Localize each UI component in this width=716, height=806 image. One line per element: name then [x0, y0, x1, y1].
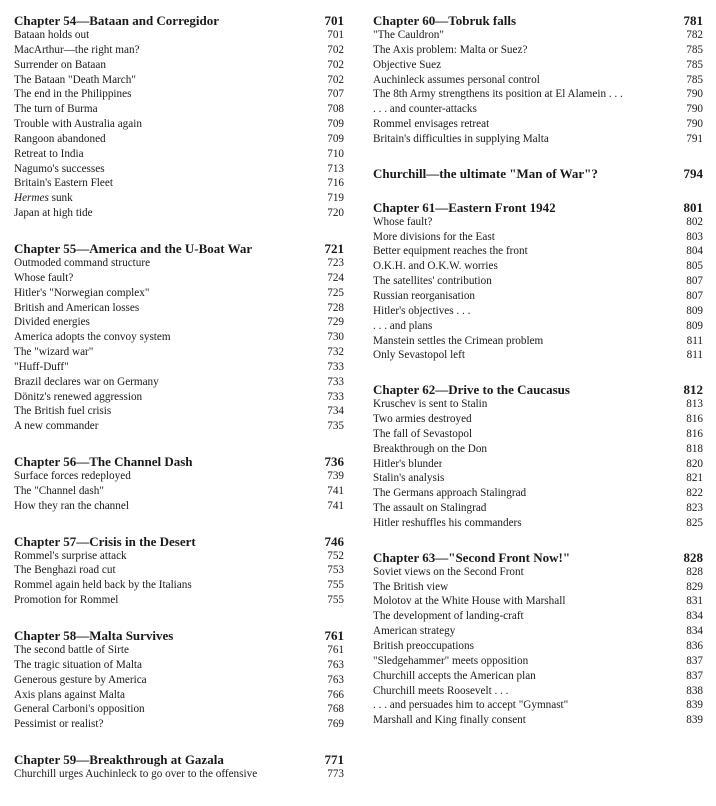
toc-entry[interactable] [14, 717, 344, 732]
toc-entry[interactable] [14, 767, 344, 782]
entry-page-number: 837 [686, 654, 703, 667]
entry-page-number: 733 [327, 390, 344, 403]
entry-title: America adopts the convoy system [14, 331, 171, 344]
entry-page-number: 734 [327, 405, 344, 418]
toc-entry[interactable] [373, 713, 703, 728]
toc-entry[interactable] [14, 271, 344, 286]
entry-title: Japan at high tide [14, 207, 93, 220]
chapter-title: Chapter 55—America and the U-Boat War [14, 240, 253, 256]
entry-page-number: 839 [686, 699, 703, 712]
entry-title: Bataan holds out [14, 29, 90, 41]
chapter-title: Chapter 62—Drive to the Caucasus [373, 382, 570, 398]
entry-page-number: 769 [327, 718, 344, 731]
entry-title: The satellites' contribution [373, 275, 492, 288]
entry-page-number: 838 [686, 684, 703, 697]
entry-title: Churchill urges Auchinleck to go over to the offensive [14, 768, 258, 781]
toc-entry[interactable] [14, 673, 344, 688]
entry-page-number: 829 [686, 580, 703, 593]
toc-entry[interactable] [373, 442, 703, 457]
entry-page-number: 702 [327, 73, 344, 86]
entry-page-number: 836 [686, 640, 703, 652]
chapter-title: Chapter 57—Crisis in the Desert [14, 533, 196, 549]
entry-title: Trouble with Australia again [14, 118, 142, 131]
entry-page-number: 728 [327, 301, 344, 314]
entry-page-number: 716 [327, 177, 344, 190]
entry-title: Whose fault? [14, 271, 74, 284]
toc-entry[interactable] [14, 702, 344, 717]
toc-entry[interactable] [373, 471, 703, 486]
entry-title: Churchill accepts the American plan [373, 669, 536, 682]
chapter-heading[interactable] [14, 13, 344, 28]
toc-entry[interactable] [14, 330, 344, 345]
entry-title: The assault on Stalingrad [373, 502, 487, 515]
entry-title: More divisions for the East [373, 230, 495, 243]
chapter-page-number: 721 [324, 240, 344, 256]
entry-page-number: 782 [686, 29, 703, 41]
toc-entry[interactable] [373, 304, 703, 319]
toc-entry[interactable] [14, 593, 344, 608]
entry-title: Retreat to India [14, 147, 84, 160]
entry-title: . . . and counter-attacks [373, 103, 477, 116]
entry-page-number: 809 [686, 319, 703, 332]
toc-entry[interactable] [373, 457, 703, 472]
toc-entry[interactable] [14, 117, 344, 132]
entry-page-number: 807 [686, 289, 703, 302]
entry-title: Surface forces redeployed [14, 470, 131, 483]
entry-title: Objective Suez [373, 58, 442, 71]
chapter-section [373, 200, 703, 363]
entry-page-number: 753 [327, 564, 344, 577]
entry-title: Hitler's objectives . . . [373, 304, 471, 317]
entry-page-number: 802 [686, 215, 703, 228]
chapter-heading[interactable] [14, 454, 344, 469]
toc-entry[interactable] [373, 28, 703, 43]
chapter-heading[interactable] [14, 534, 344, 549]
entry-title: Whose fault? [373, 215, 433, 228]
toc-entry[interactable] [373, 698, 703, 713]
entry-title: The development of landing-craft [373, 610, 524, 623]
toc-entry[interactable] [373, 412, 703, 427]
entry-page-number: 811 [686, 349, 703, 362]
toc-entry[interactable] [14, 390, 344, 405]
chapter-title: Chapter 54—Bataan and Corregidor [14, 13, 219, 28]
entry-page-number: 741 [327, 484, 344, 497]
entry-page-number: 790 [686, 88, 703, 101]
entry-title: The Benghazi road cut [14, 564, 116, 577]
entry-page-number: 773 [327, 768, 344, 781]
entry-title: A new commander [14, 420, 99, 433]
chapter-section [14, 454, 344, 514]
toc-entry[interactable] [14, 375, 344, 390]
entry-page-number: 755 [327, 594, 344, 607]
chapter-heading[interactable] [14, 752, 344, 767]
entry-page-number: 768 [327, 703, 344, 716]
entry-page-number: 823 [686, 502, 703, 515]
toc-entry[interactable] [373, 289, 703, 304]
toc-entry[interactable] [14, 256, 344, 271]
toc-entry[interactable] [14, 578, 344, 593]
toc-entry[interactable] [373, 73, 703, 88]
entry-title: The Axis problem: Malta or Suez? [373, 43, 528, 56]
entry-title: The Germans approach Stalingrad [373, 487, 527, 500]
entry-title: Britain's Eastern Fleet [14, 177, 113, 190]
chapter-page-number: 736 [324, 454, 344, 470]
toc-column-left [14, 13, 344, 782]
entry-page-number: 825 [686, 516, 703, 529]
entry-title: American strategy [373, 625, 456, 638]
entry-page-number: 803 [686, 230, 703, 243]
chapter-section [373, 166, 703, 181]
toc-entry[interactable] [14, 147, 344, 162]
toc-entry[interactable] [373, 654, 703, 669]
toc-entry[interactable] [14, 469, 344, 484]
entry-page-number: 708 [327, 103, 344, 116]
entry-title: . . . and plans [373, 319, 433, 332]
toc-entry[interactable] [373, 117, 703, 132]
chapter-section [14, 13, 344, 221]
chapter-page-number: 771 [324, 752, 344, 768]
entry-title: Rommel again held back by the Italians [14, 579, 192, 592]
toc-entry[interactable] [14, 315, 344, 330]
chapter-section [14, 534, 344, 608]
entry-page-number: 709 [327, 118, 344, 131]
chapter-page-number: 781 [683, 13, 703, 28]
entry-title: The "Channel dash" [14, 484, 104, 497]
entry-page-number: 837 [686, 669, 703, 682]
toc-entry[interactable] [373, 594, 703, 609]
toc-entry[interactable] [373, 639, 703, 654]
entry-title: . . . and persuades him to accept "Gymnast" [373, 699, 569, 712]
entry-title-italic: Hermes [14, 192, 49, 205]
entry-title: The end in the Philippines [14, 88, 132, 101]
toc-entry[interactable] [373, 43, 703, 58]
entry-page-number: 785 [686, 73, 703, 86]
entry-title: Only Sevastopol left [373, 349, 465, 362]
chapter-heading[interactable] [373, 13, 703, 28]
entry-page-number: 701 [327, 29, 344, 41]
entry-title: Promotion for Rommel [14, 594, 119, 607]
entry-title: The 8th Army strengthens its position at El Alamein . . . [373, 88, 623, 101]
entry-page-number: 713 [327, 162, 344, 175]
chapter-page-number: 701 [324, 13, 344, 28]
chapter-section [373, 382, 703, 531]
toc-entry[interactable] [373, 427, 703, 442]
entry-title: Hitler's "Norwegian complex" [14, 286, 150, 299]
entry-page-number: 790 [686, 118, 703, 131]
entry-title: Marshall and King finally consent [373, 714, 526, 727]
entry-title: O.K.H. and O.K.W. worries [373, 260, 498, 273]
entry-page-number: 766 [327, 688, 344, 701]
toc-entry[interactable] [14, 688, 344, 703]
toc-entry[interactable] [373, 669, 703, 684]
chapter-section [14, 752, 344, 782]
entry-title: Nagumo's successes [14, 162, 105, 175]
entry-title: The British view [373, 580, 449, 593]
toc-entry[interactable] [14, 191, 344, 206]
chapter-page-number: 801 [683, 199, 703, 215]
entry-title: Dönitz's renewed aggression [14, 390, 143, 403]
toc-entry[interactable] [14, 360, 344, 375]
entry-page-number: 821 [686, 472, 703, 485]
toc-entry[interactable] [373, 348, 703, 363]
chapter-heading[interactable] [373, 200, 703, 215]
toc-entry[interactable] [14, 206, 344, 221]
entry-title: MacArthur—the right man? [14, 43, 140, 56]
chapter-title: Chapter 58—Malta Survives [14, 628, 174, 643]
entry-title: Outmoded command structure [14, 256, 151, 269]
chapter-page-number: 812 [683, 382, 703, 398]
entry-title: Stalin's analysis [373, 472, 445, 485]
toc-entry[interactable] [14, 162, 344, 177]
entry-title: Two armies destroyed [373, 413, 472, 426]
chapter-section [14, 241, 344, 434]
chapter-heading[interactable] [14, 628, 344, 643]
toc-entry[interactable] [373, 565, 703, 580]
toc-entry[interactable] [373, 516, 703, 531]
chapter-page-number: 794 [683, 165, 703, 181]
entry-title: Pessimist or realist? [14, 718, 104, 731]
entry-page-number: 761 [327, 644, 344, 656]
entry-page-number: 811 [686, 334, 703, 347]
entry-title: Churchill meets Roosevelt . . . [373, 684, 509, 697]
toc-entry[interactable] [14, 102, 344, 117]
entry-page-number: 735 [327, 420, 344, 433]
chapter-title: Churchill—the ultimate "Man of War"? [373, 165, 598, 181]
entry-page-number: 839 [686, 714, 703, 727]
toc-entry[interactable] [373, 580, 703, 595]
chapter-title: Chapter 60—Tobruk falls [373, 13, 517, 28]
toc-entry[interactable] [14, 484, 344, 499]
entry-page-number: 831 [686, 595, 703, 608]
entry-title: Brazil declares war on Germany [14, 375, 159, 388]
entry-title: "Sledgehammer" meets opposition [373, 654, 529, 667]
entry-title: Rangoon abandoned [14, 132, 106, 145]
entry-title: The Bataan "Death March" [14, 73, 136, 86]
toc-entry[interactable] [373, 215, 703, 230]
toc-entry[interactable] [14, 28, 344, 43]
entry-title: Kruschev is sent to Stalin [373, 398, 488, 411]
chapter-heading[interactable] [373, 166, 703, 181]
entry-page-number: 807 [686, 275, 703, 288]
toc-entry[interactable] [373, 259, 703, 274]
toc-entry[interactable] [373, 684, 703, 699]
entry-title: Axis plans against Malta [14, 688, 125, 701]
entry-page-number: 707 [327, 88, 344, 101]
chapter-page-number: 828 [683, 549, 703, 565]
entry-page-number: 739 [327, 470, 344, 483]
toc-entry[interactable] [14, 286, 344, 301]
entry-page-number: 790 [686, 103, 703, 116]
chapter-heading[interactable] [373, 382, 703, 397]
entry-title: Hitler reshuffles his commanders [373, 516, 522, 529]
toc-entry[interactable] [14, 73, 344, 88]
toc-entry[interactable] [14, 132, 344, 147]
entry-page-number: 791 [686, 132, 703, 145]
entry-title: Auchinleck assumes personal control [373, 73, 540, 86]
toc-entry[interactable] [373, 244, 703, 259]
chapter-heading[interactable] [14, 241, 344, 256]
toc-entry[interactable] [14, 301, 344, 316]
toc-entry[interactable] [14, 499, 344, 514]
toc-entry[interactable] [14, 419, 344, 434]
toc-entry[interactable] [373, 486, 703, 501]
entry-page-number: 834 [686, 610, 703, 623]
entry-title: Rommel's surprise attack [14, 549, 127, 562]
entry-page-number: 732 [327, 346, 344, 359]
entry-page-number: 724 [327, 271, 344, 284]
chapter-page-number: 746 [324, 533, 344, 549]
toc-entry[interactable] [14, 87, 344, 102]
chapter-section [373, 13, 703, 147]
entry-page-number: 805 [686, 260, 703, 273]
entry-title: Hitler's blunder [373, 457, 443, 470]
entry-title: The tragic situation of Malta [14, 658, 142, 671]
toc-entry[interactable] [14, 43, 344, 58]
toc-entry[interactable] [373, 624, 703, 639]
toc-entry[interactable] [373, 87, 703, 102]
entry-title: Rommel envisages retreat [373, 118, 490, 131]
entry-page-number: 820 [686, 457, 703, 470]
entry-page-number: 719 [327, 192, 344, 205]
toc-entry[interactable] [14, 345, 344, 360]
entry-page-number: 741 [327, 499, 344, 512]
toc-entry[interactable] [373, 230, 703, 245]
entry-title: Soviet views on the Second Front [373, 565, 524, 578]
toc-entry[interactable] [14, 549, 344, 564]
toc-entry[interactable] [373, 501, 703, 516]
chapter-title: Chapter 63—"Second Front Now!" [373, 549, 571, 565]
entry-page-number: 818 [686, 442, 703, 455]
entry-title: The turn of Burma [14, 103, 98, 116]
entry-page-number: 733 [327, 360, 344, 373]
chapter-title: Chapter 59—Breakthrough at Gazala [14, 752, 224, 768]
entry-page-number: 763 [327, 658, 344, 671]
entry-page-number: 752 [327, 549, 344, 562]
entry-page-number: 702 [327, 43, 344, 56]
toc-entry[interactable] [14, 176, 344, 191]
chapter-section [14, 628, 344, 732]
toc-entry[interactable] [14, 658, 344, 673]
entry-title-rest: sunk [48, 192, 73, 205]
entry-title: Britain's difficulties in supplying Malta [373, 132, 549, 145]
entry-page-number: 813 [686, 398, 703, 411]
entry-title: Generous gesture by America [14, 673, 147, 686]
entry-title: How they ran the channel [14, 499, 129, 512]
entry-page-number: 725 [327, 286, 344, 299]
entry-page-number: 828 [686, 565, 703, 578]
entry-title [14, 191, 73, 206]
entry-title: Breakthrough on the Don [373, 442, 488, 455]
entry-page-number: 804 [686, 245, 703, 258]
entry-title: Molotov at the White House with Marshall [373, 595, 566, 608]
entry-page-number: 816 [686, 413, 703, 426]
chapter-title: Chapter 56—The Channel Dash [14, 454, 193, 470]
entry-title: The British fuel crisis [14, 405, 112, 418]
entry-title: The "wizard war" [14, 346, 94, 359]
toc-entry[interactable] [373, 58, 703, 73]
entry-page-number: 709 [327, 132, 344, 145]
toc-entry[interactable] [373, 334, 703, 349]
toc-entry[interactable] [14, 643, 344, 658]
entry-page-number: 834 [686, 625, 703, 638]
toc-entry[interactable] [373, 397, 703, 412]
toc-entry[interactable] [373, 102, 703, 117]
toc-entry[interactable] [373, 609, 703, 624]
entry-title: Better equipment reaches the front [373, 245, 528, 258]
entry-title: Manstein settles the Crimean problem [373, 334, 544, 347]
toc-column-right [373, 13, 703, 728]
entry-page-number: 816 [686, 427, 703, 440]
toc-entry[interactable] [14, 404, 344, 419]
entry-title: "The Cauldron" [373, 29, 444, 41]
entry-title: Divided energies [14, 316, 90, 329]
chapter-heading[interactable] [373, 550, 703, 565]
entry-page-number: 809 [686, 304, 703, 317]
entry-title: General Carboni's opposition [14, 703, 145, 716]
entry-title: Surrender on Bataan [14, 58, 106, 71]
entry-page-number: 785 [686, 43, 703, 56]
chapter-page-number: 761 [324, 628, 344, 643]
entry-title: British preoccupations [373, 640, 474, 652]
entry-page-number: 723 [327, 256, 344, 269]
entry-page-number: 763 [327, 673, 344, 686]
entry-page-number: 785 [686, 58, 703, 71]
entry-title: The second battle of Sirte [14, 644, 129, 656]
entry-page-number: 729 [327, 316, 344, 329]
entry-page-number: 733 [327, 375, 344, 388]
entry-page-number: 730 [327, 331, 344, 344]
entry-page-number: 702 [327, 58, 344, 71]
entry-title: British and American losses [14, 301, 140, 314]
toc-entry[interactable] [14, 563, 344, 578]
entry-page-number: 755 [327, 579, 344, 592]
chapter-section [373, 550, 703, 728]
toc-entry[interactable] [373, 132, 703, 147]
chapter-title: Chapter 61—Eastern Front 1942 [373, 199, 556, 215]
toc-entry[interactable] [373, 274, 703, 289]
entry-title: The fall of Sevastopol [373, 427, 473, 440]
entry-page-number: 822 [686, 487, 703, 500]
entry-page-number: 710 [327, 147, 344, 160]
entry-page-number: 720 [327, 207, 344, 220]
toc-entry[interactable] [14, 58, 344, 73]
entry-title: Russian reorganisation [373, 289, 476, 302]
entry-title: "Huff-Duff" [14, 360, 69, 373]
toc-entry[interactable] [373, 319, 703, 334]
